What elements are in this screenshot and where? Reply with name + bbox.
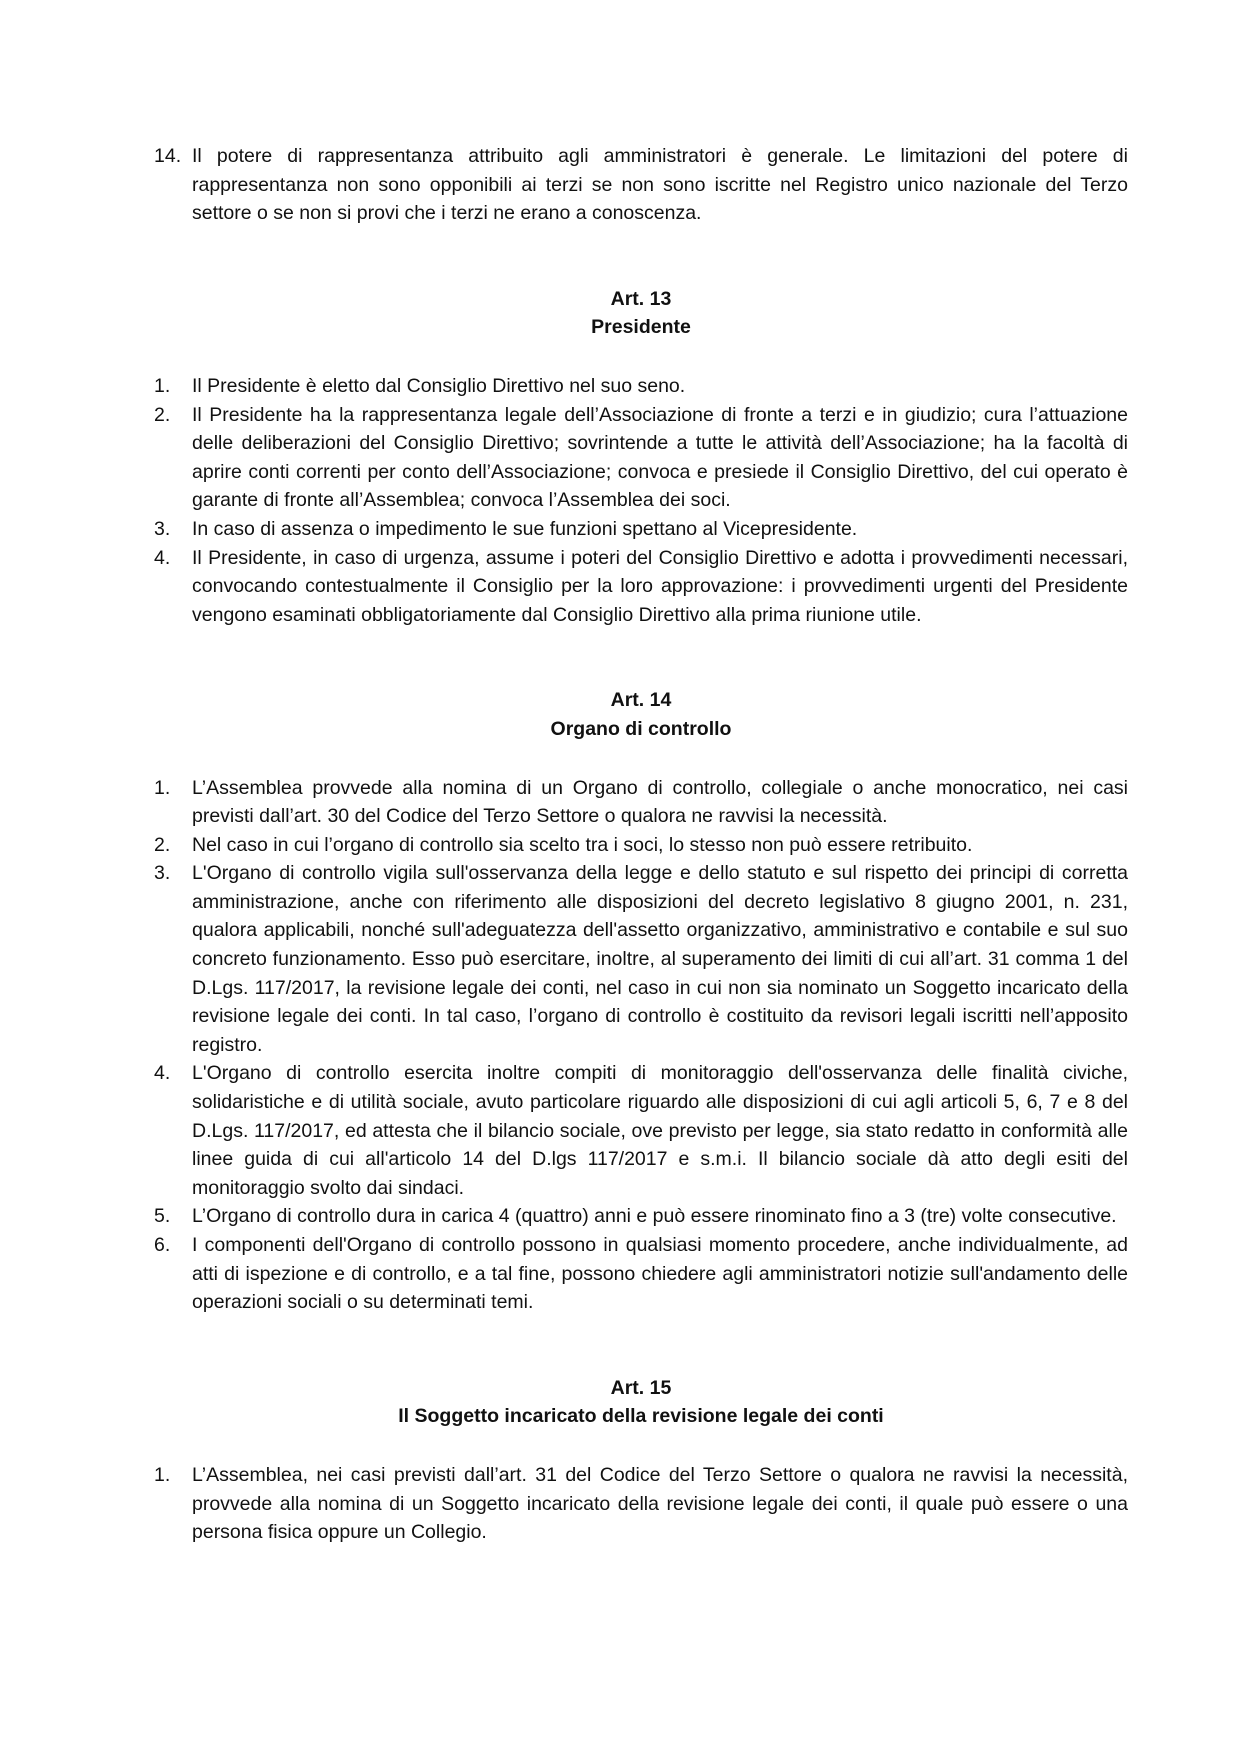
list-item (154, 1461, 1128, 1547)
item-text: I componenti dell'Organo di controllo possono in qualsiasi momento procedere, anche individualmente, ad atti di ispezione e di controllo, e a tal fine, possono chiedere agli amministratori notizie sull'andamento delle operazioni sociali o su determinati temi. (192, 1234, 1128, 1314)
item-number: 4. (154, 546, 171, 569)
article-title: Organo di controllo (550, 717, 732, 740)
item-text: L'Organo di controllo vigila sull'osservanza della legge e dello statuto e sul rispetto dei principi di corretta amministrazione, anche con riferimento alle disposizioni del decreto legislativo 8 giugno 2001, n. 231, qualora applicabili, nonché sull'adeguatezza dell'assetto organizzativo, amministrativo e contabile e sul suo concreto funzionamento. Esso può esercitare, inoltre, al superamento dei limiti di cui all’art. 31 comma 1 del D.Lgs. 117/2017, la revisione legale dei conti, nel caso in cui non sia nominato un Soggetto incaricato della revisione legale dei conti. In tal caso, l’organo di controllo è costituito da revisori legali iscritti nell’apposito registro. (192, 862, 1128, 1056)
item-text: Il potere di rappresentanza attribuito agli amministratori è generale. Le limitazioni del potere di rappresentanza non sono opponibili ai terzi se non sono iscritte nel Registro unico nazionale del Terzo settore o se non si provi che i terzi ne erano a conoscenza. (192, 145, 1128, 225)
intro-list (154, 142, 1128, 228)
item-number: 1. (154, 776, 171, 799)
item-text: Il Presidente, in caso di urgenza, assume i poteri del Consiglio Direttivo e adotta i provvedimenti necessari, convocando contestualmente il Consiglio per la loro approvazione: i provvedimenti urgenti del Presidente vengono esaminati obbligatoriamente dal Consiglio Direttivo alla prima riunione utile. (192, 546, 1128, 626)
article-items (154, 1461, 1128, 1547)
item-text: L’Assemblea, nei casi previsti dall’art. 31 del Codice del Terzo Settore o qualora ne ravvisi la necessità, provvede alla nomina di un Soggetto incaricato della revisione legale dei conti, il quale può essere o una persona fisica oppure un Collegio. (192, 1463, 1128, 1544)
item-number: 1. (154, 374, 171, 397)
section-art-14 (154, 686, 1128, 1316)
item-text: L'Organo di controllo esercita inoltre compiti di monitoraggio dell'osservanza delle finalità civiche, solidaristiche e di utilità sociale, avuto particolare riguardo alle disposizioni di cui agli articoli 5, 6, 7 e 8 del D.Lgs. 117/2017, ed attesta che il bilancio sociale, ove previsto per legge, sia stato redatto in conformità alle linee guida di cui all'articolo 14 del D.lgs 117/2017 e s.m.i. Il bilancio sociale dà atto degli esiti del monitoraggio svolto dai sindaci. (192, 1062, 1128, 1199)
list-item (154, 515, 1128, 544)
item-text: In caso di assenza o impedimento le sue funzioni spettano al Vicepresidente. (192, 517, 858, 540)
list-item (154, 1231, 1128, 1317)
item-text: Nel caso in cui l’organo di controllo sia scelto tra i soci, lo stesso non può essere retribuito. (192, 833, 973, 856)
document-page (154, 142, 1128, 1547)
item-number: 14. (154, 145, 182, 167)
item-number: 1. (154, 1463, 171, 1486)
list-item (154, 544, 1128, 630)
item-number: 4. (154, 1062, 171, 1085)
article-title: Presidente (591, 316, 691, 339)
section-art-13 (154, 285, 1128, 630)
item-text: L’Organo di controllo dura in carica 4 (quattro) anni e può essere rinominato fino a 3 (tre) volte consecutive. (192, 1205, 1117, 1228)
section-art-15 (154, 1374, 1128, 1547)
list-item (154, 142, 1128, 228)
item-number: 2. (154, 833, 171, 856)
article-number: Art. 15 (610, 1376, 672, 1399)
list-item (154, 1202, 1128, 1231)
item-number: 2. (154, 403, 171, 426)
list-item (154, 859, 1128, 1059)
item-number: 3. (154, 517, 171, 540)
article-items (154, 774, 1128, 1317)
list-item (154, 831, 1128, 860)
item-number: 5. (154, 1205, 171, 1228)
list-item (154, 774, 1128, 831)
item-text: Il Presidente è eletto dal Consiglio Direttivo nel suo seno. (192, 374, 686, 397)
article-title: Il Soggetto incaricato della revisione legale dei conti (398, 1405, 884, 1428)
list-item (154, 1059, 1128, 1202)
item-text: Il Presidente ha la rappresentanza legale dell’Associazione di fronte a terzi e in giudizio; cura l’attuazione delle deliberazioni del Consiglio Direttivo; sovrintende a tutte le attività dell’Associazione; ha la facoltà di aprire conti correnti per conto dell’Associazione; convoca e presiede il Consiglio Direttivo, del cui operato è garante di fronte all’Assemblea; convoca l’Assemblea dei soci. (192, 403, 1128, 512)
item-number: 6. (154, 1234, 171, 1256)
article-number: Art. 14 (610, 689, 672, 712)
list-item (154, 372, 1128, 401)
article-items (154, 372, 1128, 629)
list-item (154, 401, 1128, 515)
item-text: L’Assemblea provvede alla nomina di un Organo di controllo, collegiale o anche monocratico, nei casi previsti dall’art. 30 del Codice del Terzo Settore o qualora ne ravvisi la necessità. (192, 776, 1128, 828)
article-number: Art. 13 (610, 287, 672, 310)
item-number: 3. (154, 862, 171, 885)
